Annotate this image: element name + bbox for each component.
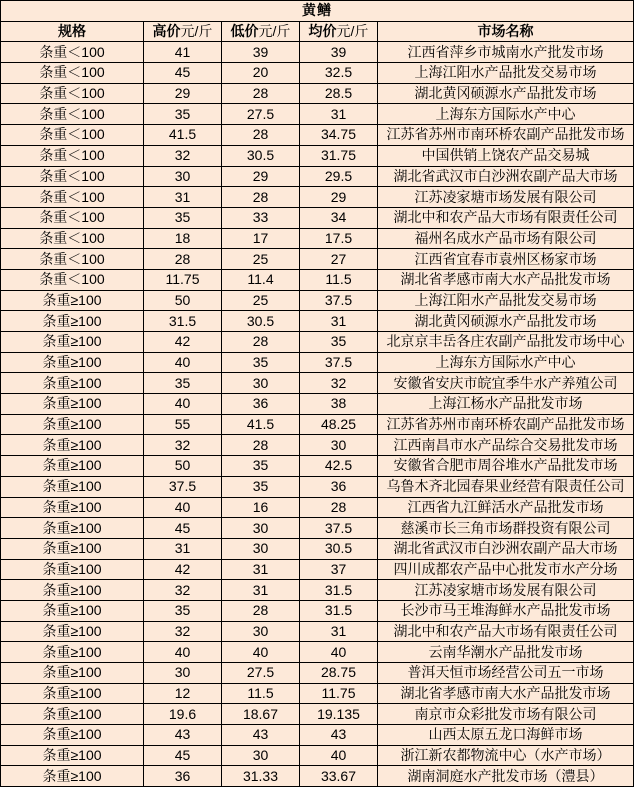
cell-avg: 32	[300, 373, 378, 394]
cell-market: 安徽省安庆市皖宜季牛水产养殖公司	[378, 373, 634, 394]
cell-low: 20	[222, 63, 300, 84]
cell-low: 35	[222, 456, 300, 477]
cell-market: 慈溪市长三角市场群投资有限公司	[378, 518, 634, 539]
cell-low: 25	[222, 249, 300, 270]
table-row	[1, 207, 634, 228]
cell-spec: 条重≥100	[1, 497, 144, 518]
cell-market: 江西省宜春市袁州区杨家市场	[378, 249, 634, 270]
cell-avg: 31.5	[300, 580, 378, 601]
cell-spec: 条重＜100	[1, 42, 144, 63]
cell-market: 湖北省孝感市南大水产品批发市场	[378, 269, 634, 290]
cell-low: 43	[222, 725, 300, 746]
table-title: 黄鳝	[1, 1, 634, 22]
cell-high: 31.5	[144, 311, 222, 332]
cell-avg: 31	[300, 104, 378, 125]
table-row	[1, 704, 634, 725]
cell-avg: 28.75	[300, 663, 378, 684]
cell-market: 上海江阳水产品批发交易市场	[378, 290, 634, 311]
cell-avg: 17.5	[300, 228, 378, 249]
cell-spec: 条重≥100	[1, 725, 144, 746]
cell-low: 11.4	[222, 269, 300, 290]
cell-spec: 条重≥100	[1, 538, 144, 559]
table-row	[1, 249, 634, 270]
cell-market: 湖北省武汉市白沙洲农副产品大市场	[378, 538, 634, 559]
cell-low: 17	[222, 228, 300, 249]
cell-high: 45	[144, 518, 222, 539]
cell-low: 28	[222, 125, 300, 146]
cell-avg: 34.75	[300, 125, 378, 146]
cell-spec: 条重≥100	[1, 642, 144, 663]
cell-avg: 11.5	[300, 269, 378, 290]
cell-market: 湖北省武汉市白沙洲农副产品大市场	[378, 166, 634, 187]
cell-avg: 31.75	[300, 145, 378, 166]
cell-avg: 29.5	[300, 166, 378, 187]
cell-market: 江西南昌市水产品综合交易批发市场	[378, 435, 634, 456]
table-row	[1, 621, 634, 642]
cell-high: 12	[144, 683, 222, 704]
cell-market: 江西省九江鲜活水产品批发市场	[378, 497, 634, 518]
cell-high: 37.5	[144, 476, 222, 497]
cell-spec: 条重＜100	[1, 145, 144, 166]
table-row	[1, 663, 634, 684]
header-low: 低价元/斤	[222, 21, 300, 42]
table-row	[1, 414, 634, 435]
cell-low: 30	[222, 518, 300, 539]
cell-low: 31	[222, 580, 300, 601]
header-high: 高价元/斤	[144, 21, 222, 42]
cell-avg: 37.5	[300, 352, 378, 373]
cell-avg: 37	[300, 559, 378, 580]
cell-avg: 30	[300, 435, 378, 456]
cell-high: 36	[144, 766, 222, 787]
table-row	[1, 166, 634, 187]
table-row	[1, 476, 634, 497]
cell-market: 湖北中和农产品大市场有限责任公司	[378, 207, 634, 228]
table-row	[1, 332, 634, 353]
table-row	[1, 518, 634, 539]
table-row	[1, 642, 634, 663]
cell-market: 湖北省孝感市南大水产品批发市场	[378, 683, 634, 704]
header-avg: 均价元/斤	[300, 21, 378, 42]
cell-low: 31	[222, 559, 300, 580]
cell-avg: 38	[300, 394, 378, 415]
cell-spec: 条重≥100	[1, 621, 144, 642]
cell-high: 30	[144, 663, 222, 684]
table-header-row	[1, 21, 634, 42]
cell-spec: 条重≥100	[1, 704, 144, 725]
cell-spec: 条重≥100	[1, 580, 144, 601]
cell-avg: 31	[300, 311, 378, 332]
cell-market: 湖北黄冈硕源水产品批发市场	[378, 311, 634, 332]
cell-low: 29	[222, 166, 300, 187]
cell-spec: 条重＜100	[1, 104, 144, 125]
table-row	[1, 269, 634, 290]
cell-high: 50	[144, 456, 222, 477]
cell-high: 31	[144, 187, 222, 208]
cell-market: 上海江阳水产品批发交易市场	[378, 63, 634, 84]
cell-high: 40	[144, 352, 222, 373]
cell-avg: 43	[300, 725, 378, 746]
cell-avg: 40	[300, 642, 378, 663]
cell-high: 42	[144, 559, 222, 580]
cell-avg: 48.25	[300, 414, 378, 435]
cell-avg: 28	[300, 497, 378, 518]
cell-low: 35	[222, 352, 300, 373]
table-row	[1, 559, 634, 580]
cell-low: 41.5	[222, 414, 300, 435]
cell-high: 35	[144, 207, 222, 228]
cell-high: 41.5	[144, 125, 222, 146]
cell-spec: 条重≥100	[1, 456, 144, 477]
table-row	[1, 600, 634, 621]
cell-avg: 31.5	[300, 600, 378, 621]
cell-spec: 条重＜100	[1, 83, 144, 104]
cell-low: 33	[222, 207, 300, 228]
cell-high: 41	[144, 42, 222, 63]
cell-market: 中国供销上饶农产品交易城	[378, 145, 634, 166]
cell-spec: 条重＜100	[1, 228, 144, 249]
table-row	[1, 435, 634, 456]
cell-low: 11.5	[222, 683, 300, 704]
cell-low: 18.67	[222, 704, 300, 725]
table-row	[1, 42, 634, 63]
cell-high: 45	[144, 745, 222, 766]
cell-spec: 条重＜100	[1, 166, 144, 187]
table-row	[1, 290, 634, 311]
cell-spec: 条重≥100	[1, 518, 144, 539]
cell-high: 35	[144, 600, 222, 621]
cell-spec: 条重＜100	[1, 207, 144, 228]
cell-high: 45	[144, 63, 222, 84]
cell-market: 乌鲁木齐北园春果业经营有限责任公司	[378, 476, 634, 497]
cell-market: 江苏省苏州市南环桥农副产品批发市场	[378, 125, 634, 146]
cell-spec: 条重＜100	[1, 269, 144, 290]
cell-spec: 条重≥100	[1, 394, 144, 415]
cell-spec: 条重≥100	[1, 683, 144, 704]
table-row	[1, 683, 634, 704]
table-row	[1, 125, 634, 146]
cell-high: 18	[144, 228, 222, 249]
cell-high: 55	[144, 414, 222, 435]
cell-low: 28	[222, 600, 300, 621]
cell-spec: 条重≥100	[1, 435, 144, 456]
cell-high: 29	[144, 83, 222, 104]
cell-market: 福州名成水产品市场有限公司	[378, 228, 634, 249]
cell-low: 16	[222, 497, 300, 518]
cell-market: 长沙市马王堆海鲜水产品批发市场	[378, 600, 634, 621]
cell-high: 19.6	[144, 704, 222, 725]
cell-spec: 条重≥100	[1, 332, 144, 353]
cell-low: 28	[222, 83, 300, 104]
cell-spec: 条重≥100	[1, 476, 144, 497]
table-row	[1, 538, 634, 559]
cell-market: 上海东方国际水产中心	[378, 352, 634, 373]
cell-high: 11.75	[144, 269, 222, 290]
cell-low: 36	[222, 394, 300, 415]
cell-market: 江苏凌家塘市场发展有限公司	[378, 187, 634, 208]
cell-high: 50	[144, 290, 222, 311]
cell-high: 28	[144, 249, 222, 270]
table-row	[1, 580, 634, 601]
cell-spec: 条重＜100	[1, 249, 144, 270]
cell-avg: 30.5	[300, 538, 378, 559]
cell-market: 湖北中和农产品大市场有限责任公司	[378, 621, 634, 642]
table-row	[1, 311, 634, 332]
cell-avg: 28.5	[300, 83, 378, 104]
cell-high: 32	[144, 621, 222, 642]
table-row	[1, 63, 634, 84]
table-row	[1, 725, 634, 746]
cell-high: 42	[144, 332, 222, 353]
cell-low: 30	[222, 373, 300, 394]
table-row	[1, 352, 634, 373]
cell-high: 35	[144, 104, 222, 125]
cell-avg: 34	[300, 207, 378, 228]
cell-market: 北京京丰岳各庄农副产品批发市场中心	[378, 332, 634, 353]
cell-market: 江苏凌家塘市场发展有限公司	[378, 580, 634, 601]
cell-market: 浙江新农都物流中心（水产市场）	[378, 745, 634, 766]
cell-low: 28	[222, 332, 300, 353]
cell-market: 云南华潮水产品批发市场	[378, 642, 634, 663]
table-body	[1, 42, 634, 787]
cell-market: 普洱天恒市场经营公司五一市场	[378, 663, 634, 684]
cell-spec: 条重≥100	[1, 559, 144, 580]
cell-high: 40	[144, 394, 222, 415]
cell-market: 山西太原五龙口海鲜市场	[378, 725, 634, 746]
cell-avg: 39	[300, 42, 378, 63]
cell-market: 上海东方国际水产中心	[378, 104, 634, 125]
cell-spec: 条重≥100	[1, 352, 144, 373]
cell-low: 27.5	[222, 663, 300, 684]
cell-high: 31	[144, 538, 222, 559]
cell-market: 湖南洞庭水产批发市场（澧县）	[378, 766, 634, 787]
cell-avg: 37.5	[300, 290, 378, 311]
cell-spec: 条重≥100	[1, 663, 144, 684]
cell-spec: 条重＜100	[1, 63, 144, 84]
cell-market: 安徽省合肥市周谷堆水产品批发市场	[378, 456, 634, 477]
cell-low: 35	[222, 476, 300, 497]
cell-spec: 条重≥100	[1, 414, 144, 435]
cell-avg: 32.5	[300, 63, 378, 84]
cell-avg: 42.5	[300, 456, 378, 477]
cell-low: 28	[222, 435, 300, 456]
cell-high: 30	[144, 166, 222, 187]
cell-low: 39	[222, 42, 300, 63]
cell-spec: 条重≥100	[1, 600, 144, 621]
table-title-row	[1, 1, 634, 22]
cell-avg: 37.5	[300, 518, 378, 539]
cell-spec: 条重≥100	[1, 373, 144, 394]
table-row	[1, 373, 634, 394]
cell-spec: 条重≥100	[1, 745, 144, 766]
cell-low: 27.5	[222, 104, 300, 125]
table-row	[1, 456, 634, 477]
cell-low: 25	[222, 290, 300, 311]
cell-spec: 条重＜100	[1, 187, 144, 208]
header-market: 市场名称	[378, 21, 634, 42]
cell-spec: 条重≥100	[1, 290, 144, 311]
cell-avg: 29	[300, 187, 378, 208]
cell-market: 南京市众彩批发市场有限公司	[378, 704, 634, 725]
table-row	[1, 83, 634, 104]
cell-high: 32	[144, 145, 222, 166]
cell-low: 30	[222, 621, 300, 642]
cell-low: 28	[222, 187, 300, 208]
cell-avg: 35	[300, 332, 378, 353]
cell-market: 湖北黄冈硕源水产品批发市场	[378, 83, 634, 104]
cell-spec: 条重≥100	[1, 766, 144, 787]
cell-avg: 36	[300, 476, 378, 497]
cell-high: 32	[144, 580, 222, 601]
table-row	[1, 394, 634, 415]
table-row	[1, 104, 634, 125]
table-row	[1, 187, 634, 208]
cell-avg: 33.67	[300, 766, 378, 787]
table-row	[1, 497, 634, 518]
cell-low: 30.5	[222, 311, 300, 332]
cell-avg: 27	[300, 249, 378, 270]
cell-avg: 11.75	[300, 683, 378, 704]
cell-low: 30	[222, 745, 300, 766]
cell-low: 31.33	[222, 766, 300, 787]
cell-market: 江西省萍乡市城南水产批发市场	[378, 42, 634, 63]
cell-high: 43	[144, 725, 222, 746]
cell-low: 40	[222, 642, 300, 663]
table-row	[1, 145, 634, 166]
cell-market: 上海江杨水产品批发市场	[378, 394, 634, 415]
table-row	[1, 745, 634, 766]
table-row	[1, 228, 634, 249]
cell-low: 30	[222, 538, 300, 559]
cell-high: 35	[144, 373, 222, 394]
cell-high: 32	[144, 435, 222, 456]
table-row	[1, 766, 634, 787]
cell-market: 四川成都农产品中心批发市水产分场	[378, 559, 634, 580]
cell-avg: 31	[300, 621, 378, 642]
cell-market: 江苏省苏州市南环桥农副产品批发市场	[378, 414, 634, 435]
cell-avg: 19.135	[300, 704, 378, 725]
cell-low: 30.5	[222, 145, 300, 166]
cell-high: 40	[144, 497, 222, 518]
cell-high: 40	[144, 642, 222, 663]
header-spec: 规格	[1, 21, 144, 42]
cell-spec: 条重＜100	[1, 125, 144, 146]
cell-spec: 条重≥100	[1, 311, 144, 332]
cell-avg: 40	[300, 745, 378, 766]
